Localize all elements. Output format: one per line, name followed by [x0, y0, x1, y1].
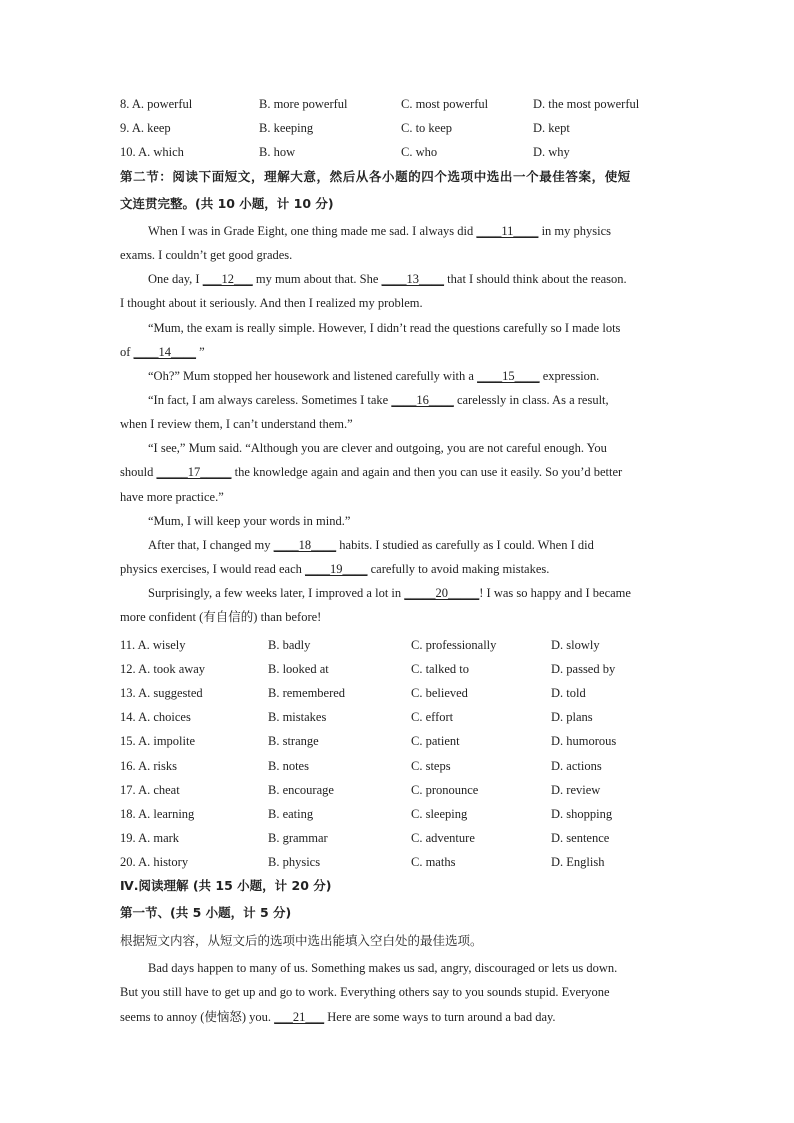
passage-line: more confident (有自信的) than before!: [120, 610, 322, 624]
option-a: 15. A. impolite: [120, 734, 196, 749]
option-a: 19. A. mark: [120, 830, 180, 845]
option-a: 11. A. wisely: [120, 638, 186, 652]
option-b: B. physics: [268, 854, 321, 869]
passage-line: seems to annoy (使恼怒) you. ___21___ Here are some ways to turn around a bad day.: [120, 1010, 556, 1024]
option-c: C. adventure: [411, 830, 475, 845]
passage-line: when I review them, I can’t understand them.”: [120, 417, 353, 431]
passage-line: should _____17_____ the knowledge again and again and then you can use it easily. So you’d better: [120, 465, 623, 479]
passage-line: One day, I ___12___ my mum about that. She ____13____ that I should think about the reason.: [148, 272, 627, 286]
passage-line: “I see,” Mum said. “Although you are clever and outgoing, you are not careful enough. You: [148, 441, 607, 455]
blank-14: ____14____: [133, 345, 197, 359]
option-c: C. who: [401, 145, 438, 159]
option-c: C. pronounce: [411, 782, 479, 797]
option-d: D. humorous: [551, 734, 617, 749]
blank-19: ____19____: [305, 562, 368, 576]
option-d: D. why: [533, 145, 570, 159]
option-a: 13. A. suggested: [120, 686, 203, 701]
option-d: D. the most powerful: [533, 97, 640, 111]
option-b: B. eating: [268, 806, 314, 821]
passage-line: “Mum, the exam is really simple. However, I didn’t read the questions carefully so I made lots: [148, 321, 621, 335]
exam-page: 8. A. powerful B. more powerful C. most powerful D. the most powerful 9. A. keep B. keeping C. to keep D. kept 10. A. which B. how C. who D. why 第二节：阅读下面短文，理解大意，然后从各小题的四个选项中选出一个最佳答案，使短 文连贯完整。(共 10 小题，计 10 分) When I was in Grade Eight, one thing made me sad. I always did ____11____ in my physics exams. I couldn’t get good grades. One day, I ___12___ my mum about that. She ____13____ that I should think about the reason. I thought about it seriously. And then I realized my problem. “Mum, the exam is really simple. However, I didn’t read the questions carefully so I made lots of ____14____ ” “Oh?” Mum stopped her housework and listened carefully with a ____15____ expression. “In fact, I am always careless. Sometimes I take ____16____ carelessly in class. As a result, when I review them, I can’t understand them.” “I see,” Mum said. “Although you are clever and outgoing, you are not careful enough. You should _____17_____ the knowledge again and again and then you can use it easily. So you’d better have more practice.” “Mum, I will keep your words in mind.” After that, I changed my ____18____ habits. I studied as carefully as I could. When I did physics exercises, I would read each ____19____ carefully to avoid making mistakes. Surprisingly, a few weeks later, I improved a lot in _____20_____! I was so happy and I became more confident (有自信的) than before! 11. A. wisely B. badly C. professionally D. slowly 12. A. took away B. looked at C. talked to D. passed by 13. A. suggested B. remembered C. believed D. told 14. A. choices B. mistakes C. effort D. plans 15. A. impolite B. strange C. patient D. humorous 16. A. risks B. notes C. steps D. actions 17. A. cheat B. encourage C. pronounce D. review 18. A. learning B. eating C. sleeping D. shopping 19. A. mark B. grammar C. adventure D. sentence 20. A. history B. physics C. maths D. English Ⅳ.阅读理解 (共 15 小题，计 20 分) 第一节、(共 5 小题，计 5 分) 根据短文内容，从短文后的选项中选出能填入空白处的最佳选项。 Bad days happen to many of us. Something makes us sad, angry, discouraged or lets us down. But you still have to get up and go to work. Everything others say to you sounds stupid. Everyone seems to annoy (使恼怒) you. ___21___ Here are some ways to turn around a bad day.: [0, 0, 794, 1123]
option-a: 14. A. choices: [120, 710, 191, 725]
option-c: C. to keep: [401, 121, 453, 135]
section2-heading-line2: 文连贯完整。(共 10 小题，计 10 分): [120, 196, 334, 211]
option-b: B. strange: [268, 734, 319, 749]
option-b: B. badly: [268, 638, 311, 652]
blank-13: ____13____: [381, 272, 445, 286]
option-a: 16. A. risks: [120, 758, 177, 773]
passage-line: Surprisingly, a few weeks later, I improved a lot in _____20_____! I was so happy and I became: [148, 586, 631, 600]
option-d: D. sentence: [551, 830, 610, 845]
option-d: D. passed by: [551, 662, 616, 677]
option-a: 17. A. cheat: [120, 782, 180, 797]
option-d: D. actions: [551, 758, 602, 773]
option-c: C. most powerful: [401, 97, 489, 111]
option-c: C. effort: [411, 710, 454, 725]
option-b: B. encourage: [268, 782, 334, 797]
passage-line: “Mum, I will keep your words in mind.”: [148, 514, 351, 528]
part4-instruction: 根据短文内容，从短文后的选项中选出能填入空白处的最佳选项。: [120, 933, 483, 948]
option-c: C. patient: [411, 734, 460, 749]
passage-line: I thought about it seriously. And then I realized my problem.: [120, 296, 423, 310]
blank-11: ____11____: [476, 224, 539, 238]
option-d: D. English: [551, 854, 605, 869]
option-a: A. which: [138, 145, 184, 159]
option-d: D. told: [551, 686, 586, 701]
option-b: B. more powerful: [259, 97, 348, 111]
passage-line: Bad days happen to many of us. Something makes us sad, angry, discouraged or lets us down.: [148, 961, 618, 975]
option-c: C. professionally: [411, 638, 497, 652]
blank-15: ____15____: [477, 369, 540, 383]
option-c: C. sleeping: [411, 806, 468, 821]
option-d: D. plans: [551, 710, 593, 725]
blank-20: _____20_____: [404, 586, 480, 600]
option-c: C. believed: [411, 686, 468, 701]
option-b: B. notes: [268, 758, 309, 773]
option-b: B. remembered: [268, 686, 346, 701]
blank-18: ____18____: [273, 538, 337, 552]
option-a: 20. A. history: [120, 854, 189, 869]
option-b: B. looked at: [268, 662, 329, 677]
option-c: C. maths: [411, 854, 456, 869]
option-a: 18. A. learning: [120, 806, 195, 821]
option-a: 12. A. took away: [120, 662, 206, 677]
blank-12: ___12___: [202, 272, 253, 286]
passage-line: After that, I changed my ____18____ habits. I studied as carefully as I could. When I did: [148, 538, 594, 552]
option-c: C. steps: [411, 758, 451, 773]
option-a: A. keep: [131, 121, 171, 135]
option-d: D. shopping: [551, 806, 613, 821]
option-c: C. talked to: [411, 662, 469, 677]
passage-line: physics exercises, I would read each ____19____ carefully to avoid making mistakes.: [120, 562, 550, 576]
option-a: A. powerful: [131, 97, 193, 111]
part4-subheading: 第一节、(共 5 小题，计 5 分): [120, 905, 292, 920]
option-b: B. how: [259, 145, 296, 159]
option-d: D. kept: [533, 121, 570, 135]
passage-line: “In fact, I am always careless. Sometimes I take ____16____ carelessly in class. As a result,: [148, 393, 609, 407]
passage-line: have more practice.”: [120, 490, 224, 504]
option-d: D. review: [551, 782, 601, 797]
blank-17: _____17_____: [156, 465, 232, 479]
blank-16: ____16____: [391, 393, 454, 407]
part4-heading: Ⅳ.阅读理解 (共 15 小题，计 20 分): [120, 878, 332, 893]
option-b: B. grammar: [268, 830, 328, 845]
option-b: B. mistakes: [268, 710, 327, 725]
passage-line: “Oh?” Mum stopped her housework and listened carefully with a ____15____ expression.: [148, 369, 600, 383]
option-b: B. keeping: [259, 121, 314, 135]
passage-line: When I was in Grade Eight, one thing made me sad. I always did ____11____ in my physics: [148, 224, 612, 238]
section2-heading-line1: 第二节：阅读下面短文，理解大意，然后从各小题的四个选项中选出一个最佳答案，使短: [120, 169, 631, 184]
passage-line: But you still have to get up and go to work. Everything others say to you sounds stupid. Everyone: [120, 985, 610, 999]
passage-line: of ____14____ ”: [120, 345, 205, 359]
blank-21: ___21___: [274, 1010, 325, 1024]
passage-line: exams. I couldn’t get good grades.: [120, 248, 293, 262]
option-d: D. slowly: [551, 638, 600, 652]
